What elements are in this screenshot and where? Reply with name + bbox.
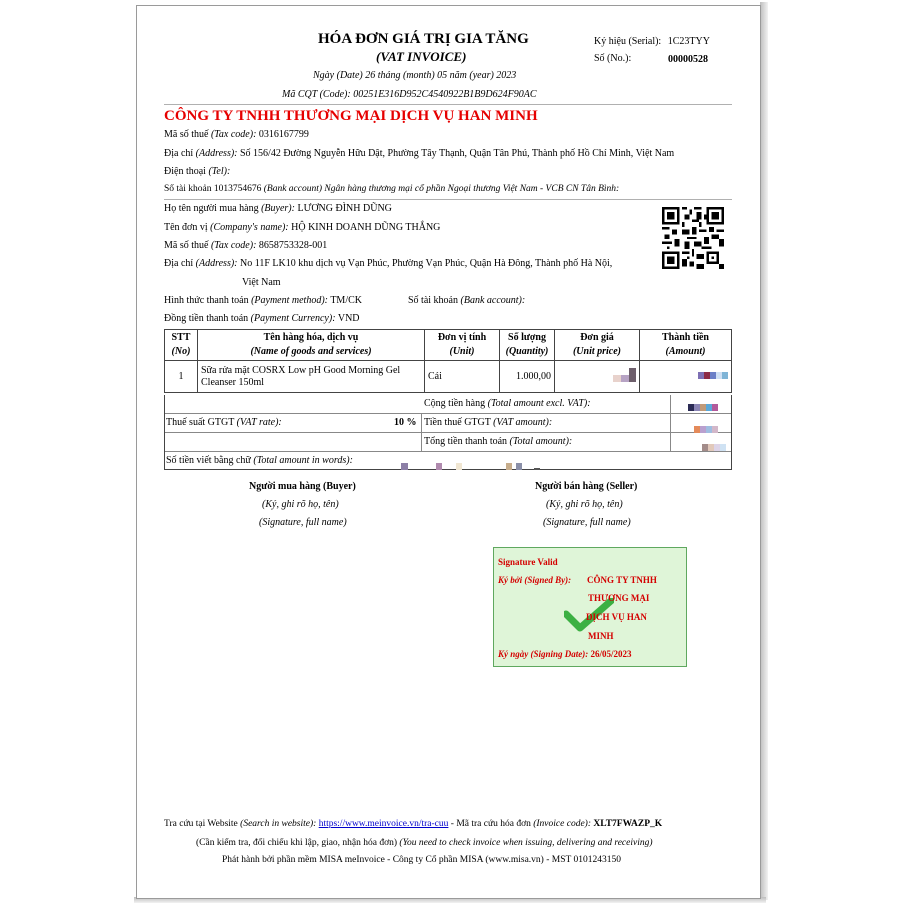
buyer-address-label-en: (Address): — [195, 258, 238, 269]
serial-row — [594, 36, 710, 47]
number-value: 00000528 — [668, 54, 708, 65]
invoice-date: Ngày (Date) 26 tháng (month) 05 năm (year) 2023 — [313, 70, 517, 81]
row-name: Sữa rửa mặt COSRX Low pH Good Morning Gel Cleanser 150ml — [198, 361, 425, 393]
stamp-date-label: Ký ngày (Signing Date): — [498, 649, 589, 659]
qr-code-icon — [662, 207, 724, 269]
header-stt: STT (No) — [165, 330, 198, 361]
table-header-row — [165, 330, 732, 361]
total-label-en: (Total amount): — [509, 436, 573, 447]
number-label: Số (No.): — [594, 53, 632, 64]
seller-tax-label-en: (Tax code): — [210, 129, 257, 140]
seller-tax-row — [164, 129, 309, 140]
seller-sign-vi: (Ký, ghi rõ họ, tên) — [546, 499, 623, 510]
header-amount: Thành tiền (Amount) — [640, 330, 732, 361]
vat-amount-label-en: (VAT amount): — [493, 417, 553, 428]
seller-address-value: Số 156/42 Đường Nguyễn Hữu Dật, Phường Tây Thạnh, Quận Tân Phú, Thành phố Hồ Chí Minh, Việt Nam — [240, 148, 675, 159]
total-excl-label-en: (Total amount excl. VAT): — [487, 398, 591, 409]
buyer-name-row — [164, 203, 392, 214]
lookup-label: Tra cứu tại Website — [164, 819, 238, 829]
footer-publisher: Phát hành bởi phần mềm MISA meInvoice - Công ty Cổ phần MISA (www.misa.vn) - MST 0101243150 — [222, 855, 621, 865]
buyer-bank-label: Số tài khoản — [408, 295, 458, 306]
buyer-currency-row — [164, 313, 360, 324]
total-row — [424, 436, 572, 447]
buyer-company-label: Tên đơn vị — [164, 222, 208, 233]
seller-phone-label-en: (Tel): — [208, 166, 231, 177]
buyer-bank-label-en: (Bank account): — [460, 295, 526, 306]
header-qty: Số lượng (Quantity) — [500, 330, 555, 361]
page-shadow-right — [760, 2, 768, 900]
footer-note-row — [196, 838, 653, 848]
vat-rate-label-en: (VAT rate): — [236, 417, 282, 428]
row-price — [555, 361, 640, 393]
seller-sign-en: (Signature, full name) — [543, 517, 631, 528]
seller-phone-row — [164, 166, 230, 177]
seller-bank-label: Số tài khoản 1013754676 — [164, 184, 262, 194]
vat-amount-value — [694, 420, 718, 438]
stamp-signer-2: THƯƠNG MẠI — [588, 593, 650, 603]
buyer-address-value: No 11F LK10 khu dịch vụ Vạn Phúc, Phường Vạn Phúc, Quận Hà Đông, Thành phố Hà Nội, — [240, 258, 613, 269]
buyer-tax-label-en: (Tax code): — [210, 240, 257, 251]
words-label-en: (Total amount in words): — [253, 455, 353, 466]
total-value — [702, 438, 726, 456]
seller-signature-title: Người bán hàng (Seller) — [535, 481, 638, 492]
vat-rate-label: Thuế suất GTGT — [166, 417, 235, 428]
stamp-signer-4: MINH — [588, 631, 614, 641]
footer-lookup-row — [164, 819, 662, 829]
buyer-signature-title: Người mua hàng (Buyer) — [249, 481, 356, 492]
buyer-sign-vi: (Ký, ghi rõ họ, tên) — [262, 499, 339, 510]
table-row — [165, 361, 732, 393]
payment-label: Hình thức thanh toán — [164, 295, 249, 306]
seller-tax-value: 0316167799 — [258, 129, 309, 140]
total-excl-row — [424, 398, 591, 409]
currency-value: VND — [337, 313, 360, 324]
total-label: Tổng tiền thanh toán — [424, 436, 508, 447]
vat-rate-value: 10 % — [394, 417, 417, 428]
header-name: Tên hàng hóa, dịch vụ (Name of goods and services) — [198, 330, 425, 361]
total-excl-value — [688, 398, 718, 416]
divider — [164, 104, 732, 105]
words-row — [166, 455, 353, 466]
summary-divider — [165, 432, 731, 433]
buyer-tax-value: 8658753328-001 — [258, 240, 328, 251]
buyer-bank-row — [408, 295, 525, 306]
buyer-company-value: HỘ KINH DOANH DŨNG THẮNG — [291, 222, 441, 233]
seller-bank-label-en: (Bank account) Ngân hàng thương mại cổ phần Ngoại thương Việt Nam - VCB CN Tân Bình: — [263, 184, 620, 194]
summary-col-divider — [421, 413, 422, 451]
lookup-label-en: (Search in website): — [240, 819, 317, 829]
row-no: 1 — [165, 361, 198, 393]
buyer-address-line2: Việt Nam — [242, 277, 281, 288]
seller-name: CÔNG TY TNHH THƯƠNG MẠI DỊCH VỤ HAN MINH — [164, 108, 538, 124]
buyer-address-row — [164, 258, 612, 269]
signature-stamp — [493, 547, 687, 667]
buyer-payment-row — [164, 295, 362, 306]
invoice-code-value: XLT7FWAZP_K — [593, 819, 663, 829]
buyer-company-row — [164, 222, 440, 233]
summary-divider — [165, 451, 731, 452]
stamp-date-row — [498, 649, 632, 659]
stamp-signed-by-label: Ký bởi (Signed By): — [498, 575, 572, 585]
vat-amount-label: Tiền thuế GTGT — [424, 417, 491, 428]
footer-note-en: (You need to check invoice when issuing, delivering and receiving) — [399, 838, 653, 848]
items-table — [164, 329, 732, 393]
currency-label: Đồng tiền thanh toán — [164, 313, 249, 324]
payment-value: TM/CK — [330, 295, 362, 306]
seller-address-row — [164, 148, 674, 159]
summary-divider — [165, 413, 731, 414]
stamp-date-value: 26/05/2023 — [590, 649, 632, 659]
currency-label-en: (Payment Currency): — [250, 313, 336, 324]
row-unit: Cái — [425, 361, 500, 393]
seller-tax-label: Mã số thuế — [164, 129, 209, 140]
stamp-signer-1: CÔNG TY TNHH — [587, 575, 657, 585]
stamp-signer-3: DỊCH VỤ HAN — [586, 612, 647, 622]
row-amount — [640, 361, 732, 393]
stamp-valid: Signature Valid — [498, 557, 558, 567]
buyer-tax-row — [164, 240, 327, 251]
vat-rate-row — [166, 417, 282, 428]
serial-label: Ký hiệu (Serial): — [594, 36, 662, 47]
buyer-address-label: Địa chỉ — [164, 258, 194, 269]
header-unit: Đơn vị tính (Unit) — [425, 330, 500, 361]
vat-amount-row — [424, 417, 552, 428]
invoice-code-label-en: (Invoice code): — [533, 819, 591, 829]
serial-value: 1C23TYY — [667, 36, 710, 47]
buyer-tax-label: Mã số thuế — [164, 240, 209, 251]
seller-address-label: Địa chỉ — [164, 148, 194, 159]
buyer-name-value: LƯƠNG ĐÌNH DŨNG — [297, 203, 392, 214]
invoice-cqt-code: Mã CQT (Code): 00251E316D952C4540922B1B9D624F90AC — [282, 89, 537, 100]
footer-note: (Cần kiểm tra, đối chiếu khi lập, giao, nhận hóa đơn) — [196, 838, 398, 848]
invoice-title: HÓA ĐƠN GIÁ TRỊ GIA TĂNG — [318, 31, 529, 47]
summary-col-divider — [670, 395, 671, 451]
payment-label-en: (Payment method): — [251, 295, 328, 306]
words-label: Số tiền viết bằng chữ — [166, 455, 251, 466]
buyer-name-label: Họ tên người mua hàng — [164, 203, 259, 214]
invoice-subtitle: (VAT INVOICE) — [376, 49, 467, 64]
lookup-link[interactable]: https://www.meinvoice.vn/tra-cuu — [318, 819, 449, 829]
seller-bank-row — [164, 184, 619, 194]
buyer-sign-en: (Signature, full name) — [259, 517, 347, 528]
seller-phone-label: Điện thoại — [164, 166, 206, 177]
row-qty: 1.000,00 — [500, 361, 555, 393]
divider — [164, 199, 732, 200]
buyer-company-label-en: (Company's name): — [210, 222, 289, 233]
invoice-code-label: - Mã tra cứu hóa đơn — [450, 819, 531, 829]
buyer-name-label-en: (Buyer): — [261, 203, 295, 214]
seller-address-label-en: (Address): — [195, 148, 238, 159]
header-price: Đơn giá (Unit price) — [555, 330, 640, 361]
words-value — [401, 457, 540, 475]
total-excl-label: Cộng tiền hàng — [424, 398, 486, 409]
